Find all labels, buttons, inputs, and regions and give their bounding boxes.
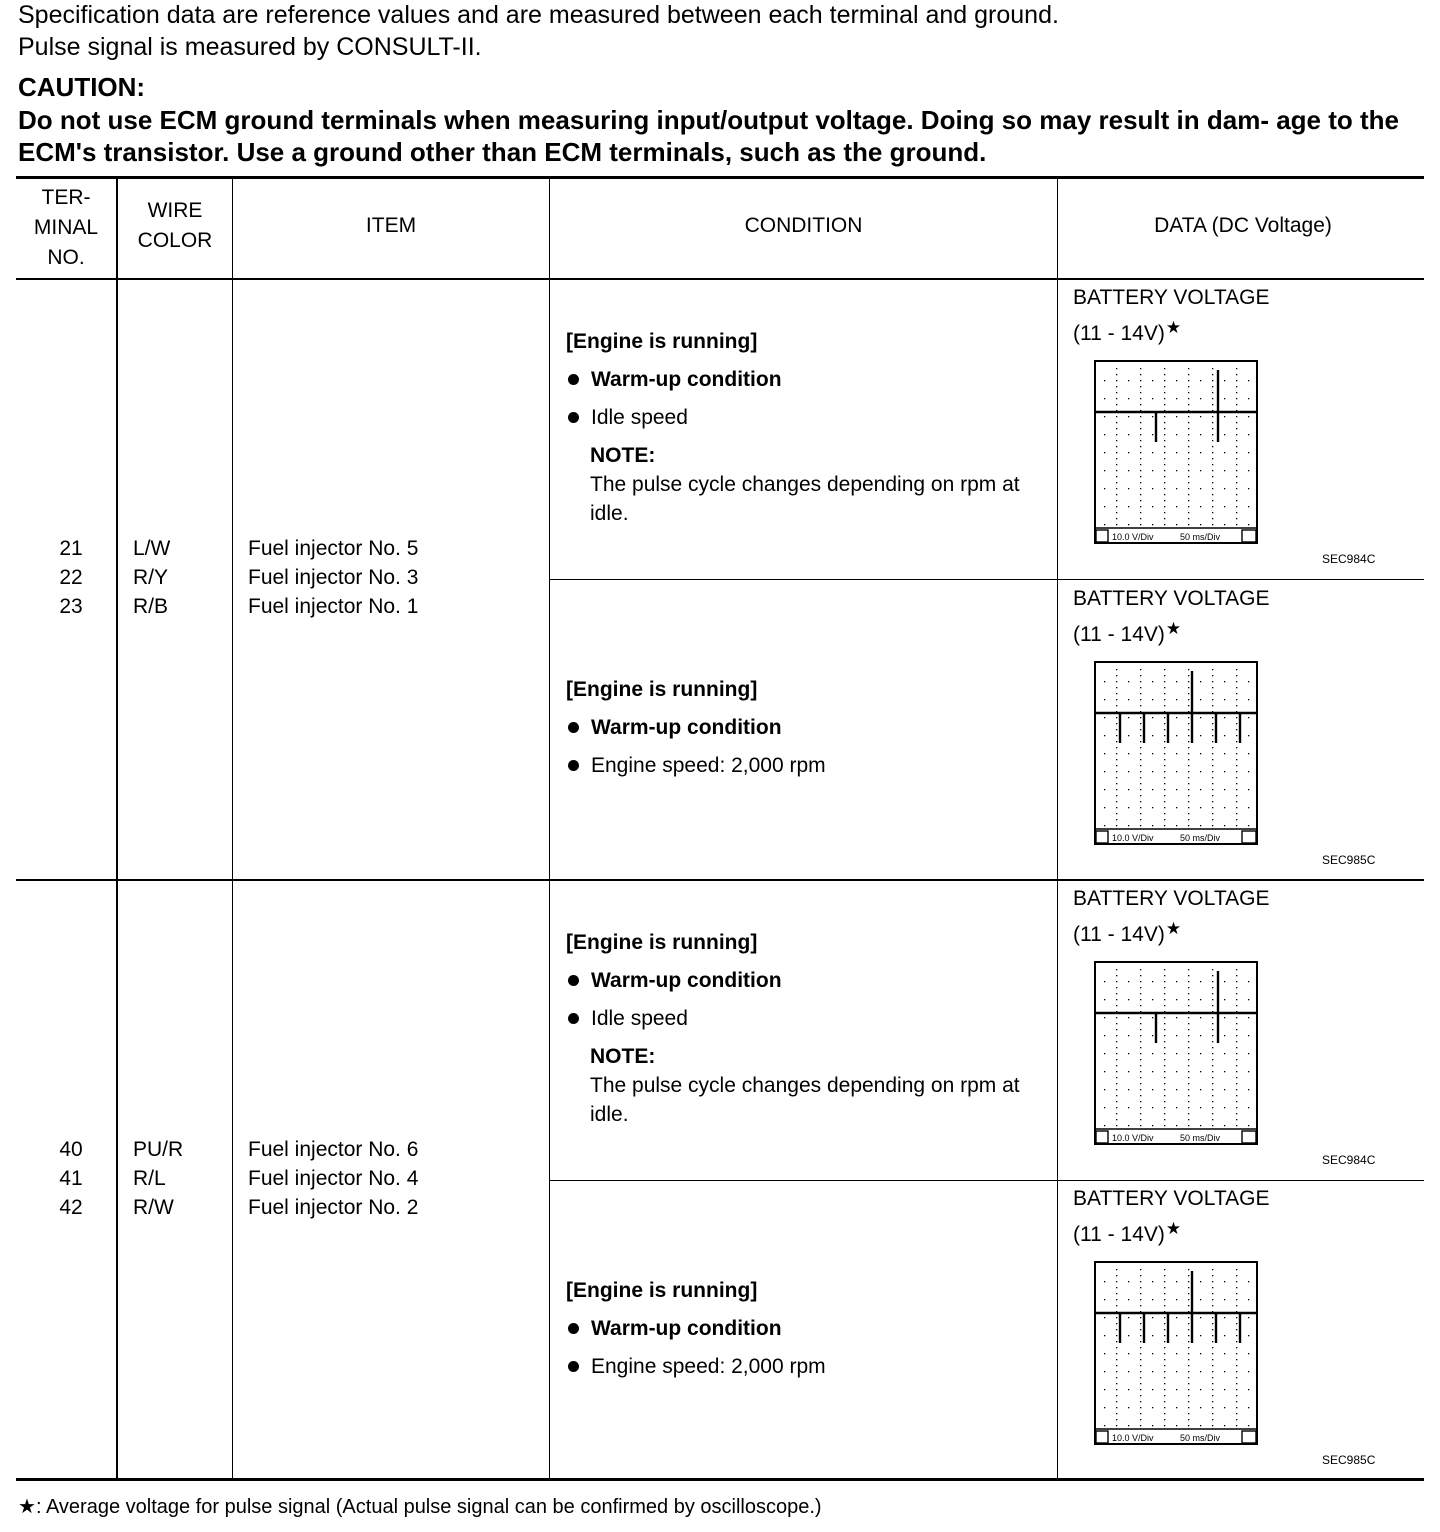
scope-svg bbox=[1094, 661, 1258, 845]
star-icon: ★ bbox=[1165, 318, 1182, 337]
header-terminal-line: MINAL bbox=[33, 216, 99, 239]
wire-color: L/W bbox=[133, 537, 171, 560]
star-icon: ★ bbox=[1165, 919, 1182, 938]
data-cell bbox=[1060, 280, 1424, 580]
bullet-dot-icon bbox=[568, 374, 579, 385]
voltage-range bbox=[1073, 318, 1182, 346]
condition-bullet bbox=[566, 967, 1056, 1005]
bullet-dot-icon bbox=[568, 975, 579, 986]
wire-color: PU/R bbox=[133, 1138, 184, 1161]
note-text: The pulse cycle changes depending on rpm at idle. bbox=[590, 1074, 1020, 1126]
item-name: Fuel injector No. 4 bbox=[248, 1167, 419, 1190]
battery-voltage-label: BATTERY VOLTAGE bbox=[1073, 286, 1270, 309]
bullet-text: Engine speed: 2,000 rpm bbox=[591, 754, 826, 777]
battery-voltage-label: BATTERY VOLTAGE bbox=[1073, 1187, 1270, 1210]
bullet-dot-icon bbox=[568, 1013, 579, 1024]
footnote bbox=[18, 1494, 822, 1519]
header-wire-line: WIRE bbox=[147, 199, 203, 222]
scope-volt-label: 10.0 V/Div bbox=[1112, 1433, 1154, 1443]
item-name: Fuel injector No. 5 bbox=[248, 537, 419, 560]
spec-intro-text: Specification data are reference values and are measured between each terminal and ground. bbox=[18, 1, 1059, 29]
bullet-text: Idle speed bbox=[591, 1007, 688, 1030]
header-wire-line: COLOR bbox=[137, 229, 213, 252]
header-terminal-line: NO. bbox=[47, 246, 85, 269]
data-cell bbox=[1060, 1181, 1424, 1481]
bullet-dot-icon bbox=[568, 1323, 579, 1334]
column-divider bbox=[116, 178, 118, 1480]
item-names bbox=[248, 1135, 418, 1222]
scope-right-box-icon bbox=[1242, 831, 1256, 843]
condition-bullet bbox=[566, 1315, 1056, 1353]
scope-time-label: 50 ms/Div bbox=[1180, 833, 1221, 843]
bullet-dot-icon bbox=[568, 722, 579, 733]
engine-running-label: [Engine is running] bbox=[566, 330, 758, 353]
bullet-text: Warm-up condition bbox=[591, 716, 782, 739]
voltage-range bbox=[1073, 619, 1182, 647]
item-name: Fuel injector No. 1 bbox=[248, 595, 419, 618]
header-terminal-line: TER- bbox=[41, 186, 91, 209]
caution-heading: CAUTION: bbox=[18, 72, 146, 102]
caution-text: Do not use ECM ground terminals when measuring input/output voltage. Doing so may result in dam- age to the ECM's transistor. Use a ground other than ECM terminals, such as the ground. bbox=[18, 105, 1399, 167]
item-name: Fuel injector No. 6 bbox=[248, 1138, 419, 1161]
footnote-text: : Average voltage for pulse signal (Actual pulse signal can be confirmed by oscilloscope.) bbox=[35, 1496, 822, 1518]
scope-svg bbox=[1094, 961, 1258, 1145]
oscilloscope-graphic bbox=[1094, 1261, 1258, 1450]
figure-code: SEC984C bbox=[1322, 1153, 1376, 1167]
scope-right-box-icon bbox=[1242, 530, 1256, 542]
condition-cell bbox=[566, 1277, 1056, 1391]
scope-left-box-icon bbox=[1096, 831, 1108, 843]
star-icon: ★ bbox=[1165, 1219, 1182, 1238]
item-names bbox=[248, 534, 418, 621]
condition-bullet bbox=[566, 752, 1056, 790]
table-top-rule bbox=[16, 176, 1424, 179]
bullet-text: Idle speed bbox=[591, 406, 688, 429]
scope-left-box-icon bbox=[1096, 530, 1108, 542]
figure-code: SEC985C bbox=[1322, 1453, 1376, 1467]
note-text: The pulse cycle changes depending on rpm at idle. bbox=[590, 473, 1020, 525]
scope-svg bbox=[1094, 360, 1258, 544]
figure-code: SEC984C bbox=[1322, 552, 1376, 566]
condition-bullet bbox=[566, 1005, 1056, 1043]
condition-cell bbox=[566, 328, 1056, 528]
wire-color: R/L bbox=[133, 1167, 166, 1190]
terminal-number: 40 bbox=[59, 1138, 83, 1161]
voltage-range-text: (11 - 14V) bbox=[1073, 923, 1165, 946]
oscilloscope-graphic bbox=[1094, 661, 1258, 850]
header-wire-color bbox=[118, 196, 232, 256]
condition-bullet bbox=[566, 366, 1056, 404]
bullet-dot-icon bbox=[568, 1361, 579, 1372]
pulse-intro-text: Pulse signal is measured by CONSULT-II. bbox=[18, 33, 482, 61]
voltage-range-text: (11 - 14V) bbox=[1073, 322, 1165, 345]
battery-voltage-label: BATTERY VOLTAGE bbox=[1073, 887, 1270, 910]
scope-svg bbox=[1094, 1261, 1258, 1445]
terminal-number: 22 bbox=[59, 566, 83, 589]
bullet-dot-icon bbox=[568, 412, 579, 423]
condition-cell bbox=[566, 929, 1056, 1129]
terminal-numbers bbox=[16, 534, 126, 621]
header-terminal bbox=[16, 183, 116, 273]
bullet-dot-icon bbox=[568, 760, 579, 771]
column-divider bbox=[549, 178, 550, 1480]
data-cell bbox=[1060, 581, 1424, 881]
scope-time-label: 50 ms/Div bbox=[1180, 1133, 1221, 1143]
voltage-range bbox=[1073, 1219, 1182, 1247]
scope-left-box-icon bbox=[1096, 1131, 1108, 1143]
terminal-numbers bbox=[16, 1135, 126, 1222]
voltage-range bbox=[1073, 919, 1182, 947]
bullet-text: Engine speed: 2,000 rpm bbox=[591, 1355, 826, 1378]
bullet-text: Warm-up condition bbox=[591, 1317, 782, 1340]
engine-running-label: [Engine is running] bbox=[566, 678, 758, 701]
note-label: NOTE: bbox=[590, 444, 656, 467]
star-icon: ★ bbox=[18, 1496, 36, 1518]
condition-bullet bbox=[566, 1353, 1056, 1391]
note-label: NOTE: bbox=[590, 1045, 656, 1068]
wire-color: R/W bbox=[133, 1196, 174, 1219]
header-data: DATA (DC Voltage) bbox=[1154, 214, 1332, 237]
bullet-text: Warm-up condition bbox=[591, 969, 782, 992]
column-divider bbox=[232, 178, 233, 1480]
figure-code: SEC985C bbox=[1322, 853, 1376, 867]
terminal-number: 23 bbox=[59, 595, 83, 618]
battery-voltage-label: BATTERY VOLTAGE bbox=[1073, 587, 1270, 610]
header-item: ITEM bbox=[365, 214, 417, 237]
oscilloscope-graphic bbox=[1094, 360, 1258, 549]
terminal-number: 42 bbox=[59, 1196, 83, 1219]
wire-color: R/Y bbox=[133, 566, 169, 589]
engine-running-label: [Engine is running] bbox=[566, 931, 758, 954]
scope-volt-label: 10.0 V/Div bbox=[1112, 1133, 1154, 1143]
item-name: Fuel injector No. 3 bbox=[248, 566, 419, 589]
wire-colors bbox=[133, 1135, 183, 1222]
wire-color: R/B bbox=[133, 595, 169, 618]
condition-bullet bbox=[566, 714, 1056, 752]
condition-cell bbox=[566, 676, 1056, 790]
scope-left-box-icon bbox=[1096, 1431, 1108, 1443]
terminal-number: 21 bbox=[59, 537, 83, 560]
scope-volt-label: 10.0 V/Div bbox=[1112, 532, 1154, 542]
scope-right-box-icon bbox=[1242, 1431, 1256, 1443]
scope-time-label: 50 ms/Div bbox=[1180, 532, 1221, 542]
terminal-number: 41 bbox=[59, 1167, 83, 1190]
wire-colors bbox=[133, 534, 170, 621]
scope-right-box-icon bbox=[1242, 1131, 1256, 1143]
star-icon: ★ bbox=[1165, 619, 1182, 638]
header-condition: CONDITION bbox=[744, 214, 863, 237]
bullet-text: Warm-up condition bbox=[591, 368, 782, 391]
scope-volt-label: 10.0 V/Div bbox=[1112, 833, 1154, 843]
data-cell bbox=[1060, 881, 1424, 1181]
oscilloscope-graphic bbox=[1094, 961, 1258, 1150]
voltage-range-text: (11 - 14V) bbox=[1073, 623, 1165, 646]
condition-bullet bbox=[566, 404, 1056, 442]
column-divider bbox=[1057, 178, 1058, 1480]
scope-time-label: 50 ms/Div bbox=[1180, 1433, 1221, 1443]
voltage-range-text: (11 - 14V) bbox=[1073, 1223, 1165, 1246]
item-name: Fuel injector No. 2 bbox=[248, 1196, 419, 1219]
engine-running-label: [Engine is running] bbox=[566, 1279, 758, 1302]
